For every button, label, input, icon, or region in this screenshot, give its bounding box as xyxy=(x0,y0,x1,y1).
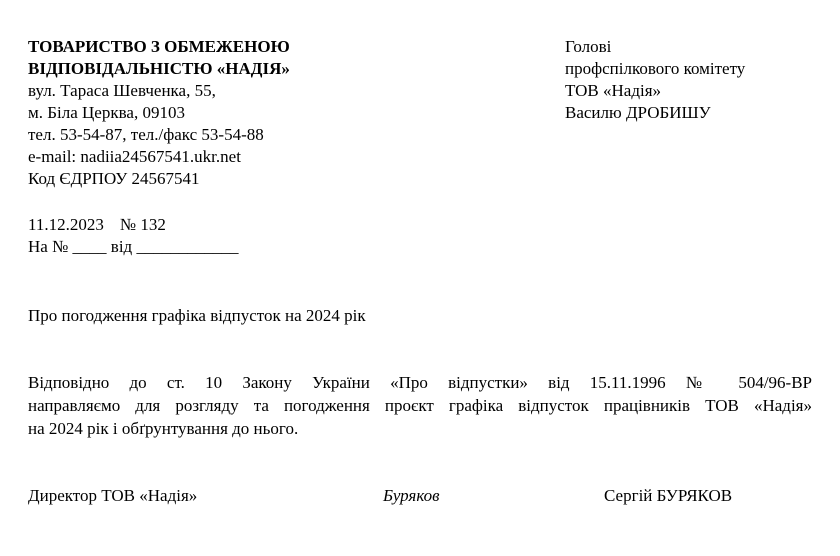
sender-address-line2: м. Біла Церква, 09103 xyxy=(28,103,185,122)
sender-edrpou: Код ЄДРПОУ 24567541 xyxy=(28,169,200,188)
sender-phone: тел. 53-54-87, тел./факс 53-54-88 xyxy=(28,125,264,144)
signatory-name: Сергій БУРЯКОВ xyxy=(604,486,733,505)
sender-block xyxy=(28,36,290,190)
recipient-line1: Голові xyxy=(565,37,612,56)
registration-date-line xyxy=(28,214,238,236)
registration-number: № 132 xyxy=(119,215,166,234)
sender-email: e-mail: nadiia24567541.ukr.net xyxy=(28,147,241,166)
signatory-title: Директор ТОВ «Надія» xyxy=(28,486,198,505)
body-line1: Відповідно до ст. 10 Закону України «Про відпустки» від 15.11.1996 № 504/96-ВР xyxy=(28,373,812,392)
handwritten-signature: Буряков xyxy=(383,486,440,505)
recipient-line2: профспілкового комітету xyxy=(565,59,746,78)
letter-subject: Про погодження графіка відпусток на 2024 рік xyxy=(28,306,366,325)
letter-body xyxy=(28,371,812,440)
sender-address-line1: вул. Тараса Шевченка, 55, xyxy=(28,81,216,100)
recipient-line4: Василю ДРОБИШУ xyxy=(565,103,711,122)
reply-reference: На № ____ від ____________ xyxy=(28,237,239,256)
recipient-block xyxy=(565,36,745,124)
body-line3: на 2024 рік і обґрунтування до нього. xyxy=(28,419,299,438)
sender-org-line2: ВІДПОВІДАЛЬНІСТЮ «НАДІЯ» xyxy=(28,59,290,78)
registration-block xyxy=(28,214,238,258)
registration-date: 11.12.2023 xyxy=(28,215,104,234)
recipient-line3: ТОВ «Надія» xyxy=(565,81,662,100)
sender-org-line1: ТОВАРИСТВО З ОБМЕЖЕНОЮ xyxy=(28,37,290,56)
body-line2: направляємо для розгляду та погодження проєкт графіка відпусток працівників ТОВ «Надія» xyxy=(28,396,812,415)
